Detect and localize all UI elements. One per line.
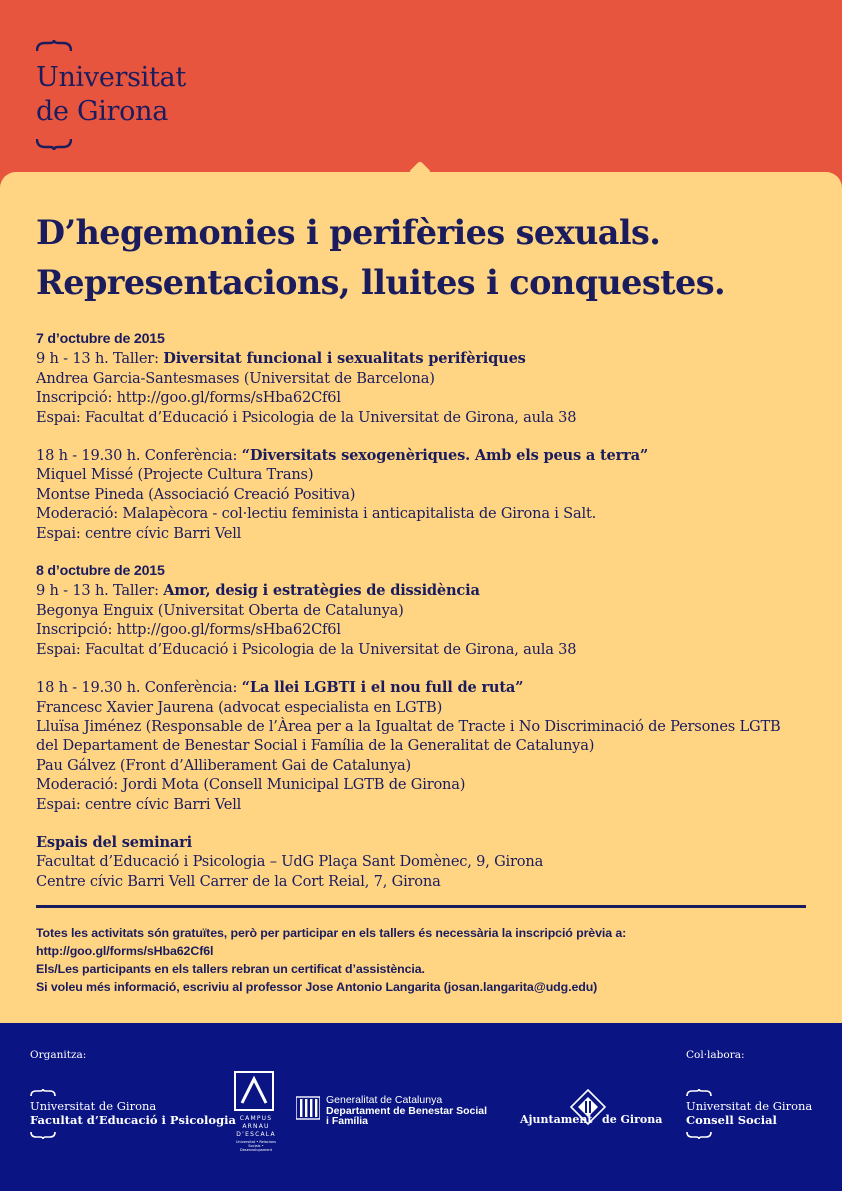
logo-bracket-bottom-icon <box>36 138 72 150</box>
day1-date: 7 d’octubre de 2015 <box>36 331 165 347</box>
udg-faculty-line1: Universitat de Girona <box>30 1099 157 1113</box>
notes <box>36 924 816 996</box>
udg-council-bracket-top-icon <box>686 1089 712 1097</box>
campus-line3: D’ESCALA <box>236 1131 276 1138</box>
venue-2: Centre cívic Barri Vell Carrer de la Cort Reial, 7, Girona <box>36 872 441 890</box>
day2-conference-title: “La llei LGBTI i el nou full de ruta” <box>241 679 524 697</box>
day2-conference-speaker2-line1: Lluïsa Jiménez (Responsable de l’Àrea per a la Igualtat de Tracte i No Discriminació de Persones LGTB <box>36 717 781 735</box>
day1-workshop-venue: Espai: Facultat d’Educació i Psicologia de la Universitat de Girona, aula 38 <box>36 408 577 426</box>
udg-faculty-logo[interactable] <box>30 1089 236 1139</box>
venues-heading: Espais del seminari <box>36 833 192 851</box>
day1-conference-venue: Espai: centre cívic Barri Vell <box>36 524 242 542</box>
day1-workshop-registration-link[interactable]: Inscripció: http://goo.gl/forms/sHba62Cf6l <box>36 389 341 407</box>
day1-workshop-heading <box>36 349 816 368</box>
udg-faculty-line2: Facultat d’Educació i Psicologia <box>30 1113 236 1127</box>
day1-workshop-block <box>36 330 816 427</box>
udg-council-line2: Consell Social <box>686 1113 777 1127</box>
notes-registration-link[interactable]: http://goo.gl/forms/sHba62Cf6l <box>36 944 214 958</box>
ajuntament-text: Ajuntament <box>520 1113 593 1126</box>
venues-block <box>36 833 816 891</box>
day1-conference-block <box>36 446 816 543</box>
day2-conference-venue: Espai: centre cívic Barri Vell <box>36 795 242 813</box>
gencat-stripes-icon <box>296 1095 320 1121</box>
logo-bracket-top-icon <box>36 40 72 52</box>
collaborator-label: Col·labora: <box>686 1049 745 1061</box>
day2-conference-moderation: Moderació: Jordi Mota (Consell Municipal LGTB de Girona) <box>36 776 466 794</box>
logo-text-line1: Universitat <box>36 62 186 93</box>
ajuntament-logo[interactable] <box>520 1089 663 1139</box>
day2-workshop-title: Amor, desig i estratègies de dissidència <box>163 582 480 600</box>
day2-workshop-block <box>36 562 816 659</box>
gencat-line2: Departament de Benestar Social <box>326 1105 488 1117</box>
day2-conference-speaker3: Pau Gálvez (Front d’Alliberament Gai de Catalunya) <box>36 756 411 774</box>
title-line2: Representacions, lluites i conquestes. <box>36 263 726 302</box>
day1-conference-moderation: Moderació: Malapècora - col·lectiu feminista i anticapitalista de Girona i Salt. <box>36 505 597 523</box>
notes-line4: Si voleu més informació, escriviu al professor Jose Antonio Langarita (josan.langarita@udg.edu) <box>36 980 598 994</box>
day1-conference-time: 18 h - 19.30 h. Conferència: <box>36 447 242 465</box>
day2-workshop-venue: Espai: Facultat d’Educació i Psicologia de la Universitat de Girona, aula 38 <box>36 640 577 658</box>
organizer-label: Organitza: <box>30 1049 87 1061</box>
day2-workshop-time: 9 h - 13 h. Taller: <box>36 582 164 600</box>
logo-text-line2: de Girona <box>36 96 168 127</box>
campus-a-icon <box>234 1071 274 1111</box>
notes-line1: Totes les activitats són gratuïtes, però per participar en els tallers és necessària la inscripció prèvia a: <box>36 926 627 940</box>
day1-conference-heading <box>36 446 816 465</box>
day1-conference-title: “Diversitats sexogenèriques. Amb els peus a terra” <box>241 447 649 465</box>
day2-conference-time: 18 h - 19.30 h. Conferència: <box>36 679 242 697</box>
udg-council-logo[interactable] <box>686 1089 826 1139</box>
program <box>36 330 816 910</box>
day2-conference-heading <box>36 678 816 697</box>
campus-line2: ARNAU <box>242 1123 270 1130</box>
page-title <box>36 208 826 308</box>
day2-workshop-heading <box>36 581 816 600</box>
gencat-logo[interactable] <box>296 1095 506 1135</box>
day1-workshop-time: 9 h - 13 h. Taller: <box>36 350 164 368</box>
day2-workshop-speaker: Begonya Enguix (Universitat Oberta de Catalunya) <box>36 601 404 619</box>
campus-line4: Universitat • Relacions Socials • Desenvolupament <box>235 1140 277 1152</box>
udg-council-line1: Universitat de Girona <box>686 1099 813 1113</box>
day1-workshop-title: Diversitat funcional i sexualitats perifèriques <box>163 350 526 368</box>
day2-conference-speaker1: Francesc Xavier Jaurena (advocat especialista en LGTB) <box>36 698 443 716</box>
day1-conference-speaker2: Montse Pineda (Associació Creació Positiva) <box>36 485 356 503</box>
gencat-line3: i Família <box>326 1115 369 1127</box>
udg-council-bracket-bottom-icon <box>686 1131 712 1139</box>
notes-line3: Els/Les participants en els tallers rebran un certificat d’assistència. <box>36 962 425 976</box>
day1-conference-speaker1: Miquel Missé (Projecte Cultura Trans) <box>36 466 314 484</box>
udg-faculty-bracket-bottom-icon <box>30 1131 56 1139</box>
gencat-line1: Generalitat de Catalunya <box>326 1094 443 1106</box>
campus-line1: CAMPUS <box>239 1115 273 1122</box>
footer <box>0 1023 842 1191</box>
day2-workshop-registration-link[interactable]: Inscripció: http://goo.gl/forms/sHba62Cf6l <box>36 621 341 639</box>
day1-workshop-speaker: Andrea Garcia-Santesmases (Universitat de Barcelona) <box>36 369 435 387</box>
divider-rule <box>36 905 806 908</box>
ajuntament-city: de Girona <box>602 1113 663 1126</box>
venue-1: Facultat d’Educació i Psicologia – UdG Plaça Sant Domènec, 9, Girona <box>36 853 544 871</box>
day2-conference-speaker2-line2: del Departament de Benestar Social i Família de la Generalitat de Catalunya) <box>36 737 595 755</box>
campus-arnau-logo[interactable] <box>232 1071 280 1153</box>
udg-faculty-bracket-top-icon <box>30 1089 56 1097</box>
day2-date: 8 d’octubre de 2015 <box>36 563 165 580</box>
title-line1: D’hegemonies i perifèries sexuals. <box>36 213 661 252</box>
day2-conference-block <box>36 678 816 814</box>
udg-logo[interactable] <box>36 40 206 152</box>
